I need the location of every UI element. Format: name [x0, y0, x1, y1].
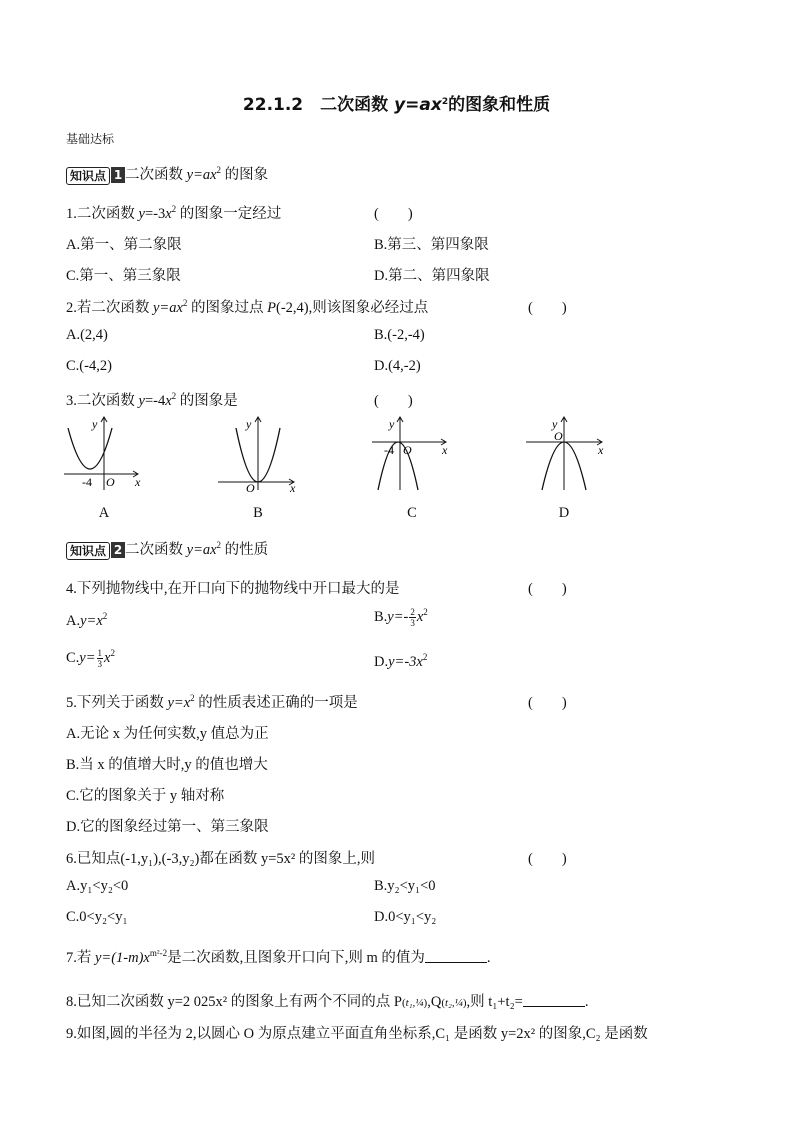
q5-option-b: B.当 x 的值增大时,y 的值也增大: [66, 757, 268, 773]
answer-paren: ( ): [528, 581, 567, 597]
section-label: 基础达标: [66, 132, 115, 146]
question-6: 6.已知点(-1,y₁),(-3,y₂)都在函数 y=5x² 的图象上,则: [66, 851, 375, 867]
parabola: [68, 428, 112, 469]
page-title: 22.1.2 二次函数 $y=ax^2$的图象和性质: [242, 95, 551, 115]
q2-option-a: A.(2,4): [66, 327, 108, 343]
answer-paren: ( ): [374, 206, 413, 222]
question-1: 1.二次函数 $y=-3x^2$ 的图象一定经过: [66, 204, 282, 222]
q2-option-b: B.(-2,-4): [374, 327, 425, 343]
q1-option-b: B.第三、第四象限: [374, 237, 489, 253]
fraction: $\frac{2}{3}$: [410, 607, 415, 628]
origin-label: O: [554, 429, 563, 443]
graph-c: [370, 414, 454, 494]
graph-a: [62, 414, 146, 494]
axis-x-label: x: [598, 443, 604, 457]
q2-option-d: D.(4,-2): [374, 358, 421, 374]
answer-paren: ( ): [528, 300, 567, 316]
question-5: 5.下列关于函数 $y=x^2$ 的性质表述正确的一项是: [66, 693, 358, 711]
question-7: 7.若 $y=(1-m)x^{m^2-2}$是二次函数,且图象开口向下,则 m 的值为 .: [66, 948, 491, 966]
knowledge-badge: 知识点: [66, 167, 110, 185]
axis-x-label: x: [290, 481, 296, 494]
knowledge-badge: 知识点: [66, 542, 110, 560]
axis-y-label: y: [92, 417, 98, 431]
axis-y-label: y: [552, 417, 558, 431]
origin-label: O: [106, 475, 115, 489]
q5-option-a: A.无论 x 为任何实数,y 值总为正: [66, 726, 269, 742]
answer-paren: ( ): [528, 695, 567, 711]
graph-d: [524, 414, 608, 494]
graph-b: [216, 414, 300, 494]
origin-label: O: [403, 443, 412, 457]
answer-blank[interactable]: [425, 950, 487, 963]
graph-label-b: B: [253, 505, 263, 521]
axis-x-label: x: [135, 475, 141, 489]
q6-option-b: B.y₂<y₁<0: [374, 878, 436, 894]
question-2: 2.若二次函数 $y=ax^2$ 的图象过点 P(-2,4),则该图象必经过点: [66, 298, 429, 316]
question-3: 3.二次函数 $y=-4x^2$ 的图象是: [66, 391, 238, 409]
graph-label-a: A: [98, 505, 110, 521]
q6-option-a: A.y₁<y₂<0: [66, 878, 129, 894]
axis-x-label: x: [442, 443, 448, 457]
q4-option-b: B.y=- $\frac{2}{3}$ $x^2$: [374, 606, 428, 628]
fraction: $\frac{1}{3}$: [97, 648, 103, 669]
knowledge-point-2: 知识点 2 二次函数 $y=ax^2$ 的性质: [66, 538, 268, 560]
question-4: 4.下列抛物线中,在开口向下的抛物线中开口最大的是: [66, 581, 400, 597]
graph-label-d: D: [558, 505, 570, 521]
answer-paren: ( ): [374, 393, 413, 409]
q5-option-d: D.它的图象经过第一、第三象限: [66, 819, 269, 835]
question-9: 9.如图,圆的半径为 2,以圆心 O 为原点建立平面直角坐标系,C₁ 是函数 y=2x² 的图象,C₂ 是函数: [66, 1026, 648, 1042]
neg4-label: -4: [384, 443, 394, 457]
q4-option-d: $D.y=-3x^2$: [374, 652, 428, 670]
q2-option-c: C.(-4,2): [66, 358, 112, 374]
axis-y-label: y: [389, 417, 395, 431]
axis-y-label: y: [246, 417, 252, 431]
answer-blank[interactable]: [523, 994, 585, 1007]
q5-option-c: C.它的图象关于 y 轴对称: [66, 788, 225, 804]
q1-option-c: C.第一、第三象限: [66, 268, 181, 284]
q6-option-c: C.0<y₂<y₁: [66, 909, 128, 925]
question-8: 8.已知二次函数 y=2 025x² 的图象上有两个不同的点 P(t₁,¼),Q(t₂,¼),则 t₁+t₂= .: [66, 994, 589, 1010]
neg4-label: -4: [82, 475, 92, 489]
graph-label-c: C: [407, 505, 417, 521]
q4-option-c: C.y= $\frac{1}{3}$ $x^2$: [66, 647, 115, 669]
knowledge-number: 2: [111, 542, 125, 558]
q1-option-a: A.第一、第二象限: [66, 237, 182, 253]
knowledge-number: 1: [111, 167, 125, 183]
answer-paren: ( ): [528, 851, 567, 867]
q4-option-a: $A.y=x^2$: [66, 611, 108, 629]
knowledge-point-1: 知识点 1 二次函数 $y=ax^2$ 的图象: [66, 163, 268, 185]
q1-option-d: D.第二、第四象限: [374, 268, 490, 284]
q6-option-d: D.0<y₁<y₂: [374, 909, 437, 925]
origin-label: O: [246, 481, 255, 494]
